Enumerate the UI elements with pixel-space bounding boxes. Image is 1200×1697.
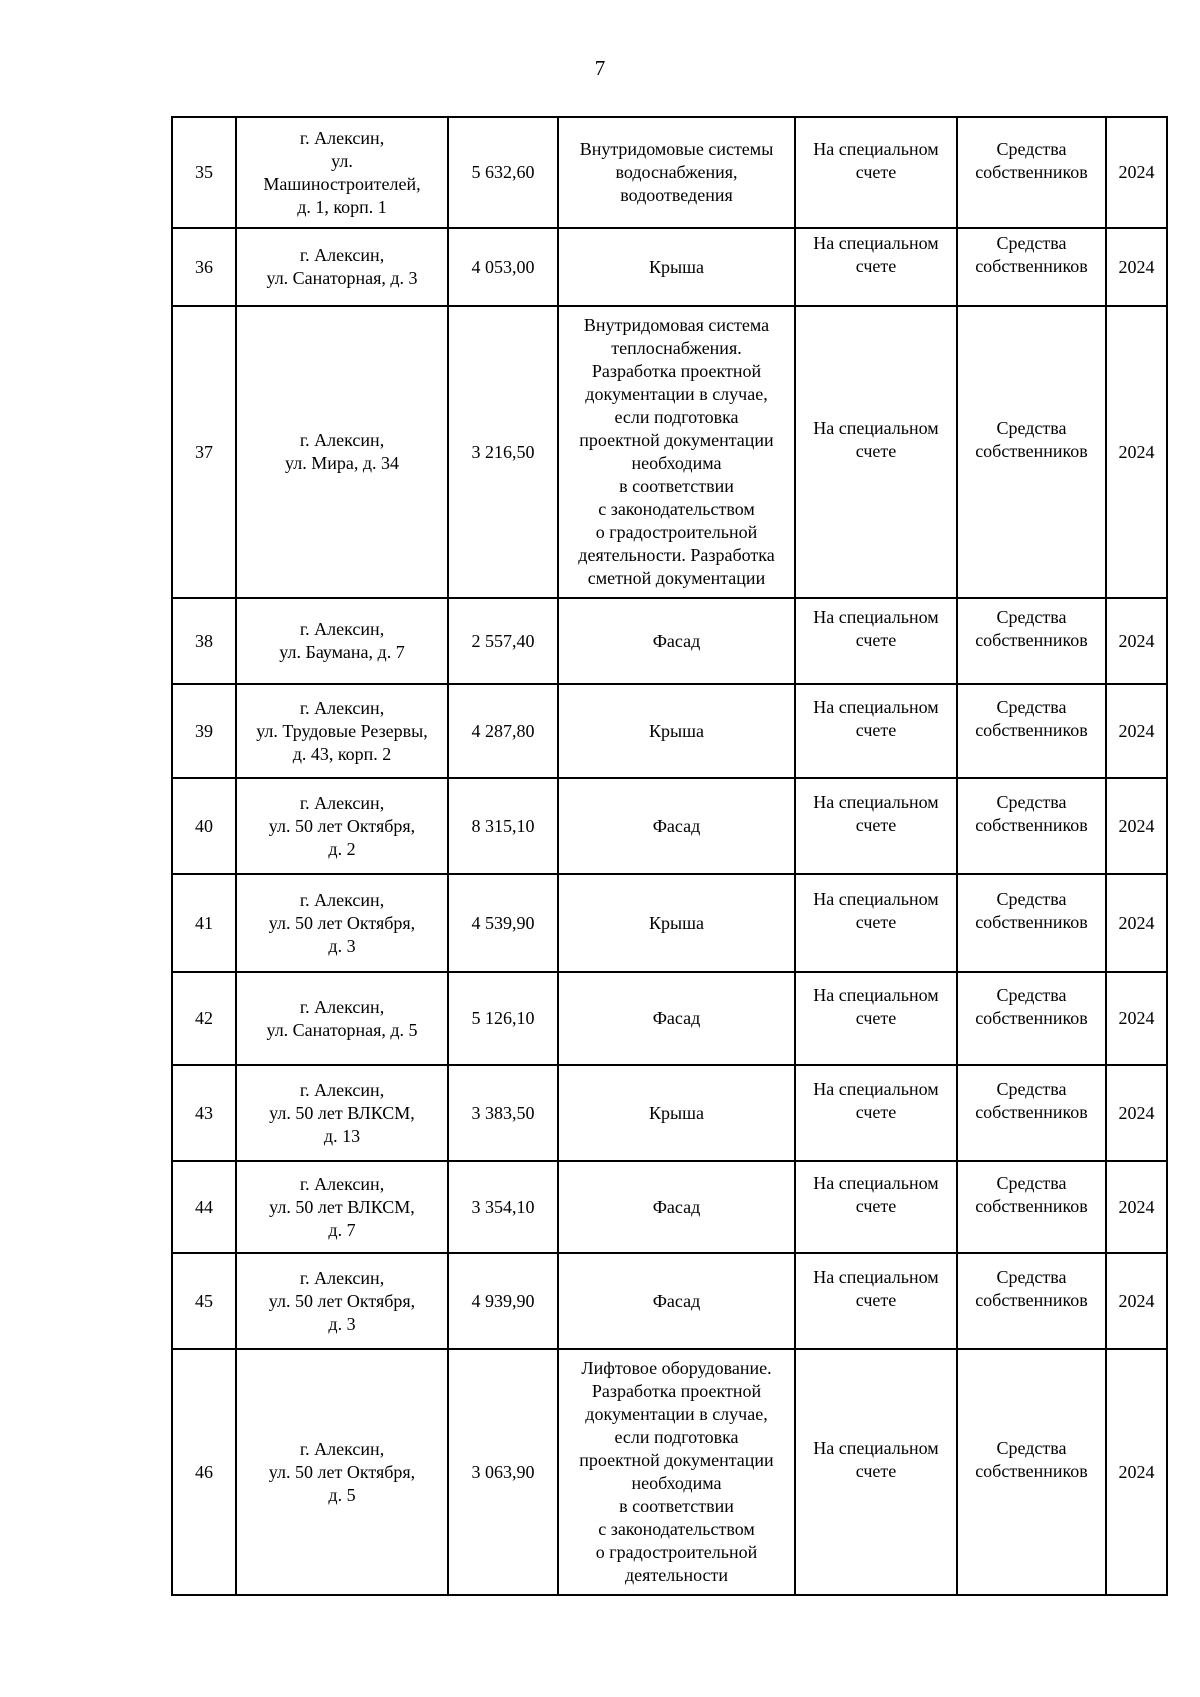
year-cell: 2024	[1106, 874, 1167, 972]
address-cell: г. Алексин, ул. 50 лет ВЛКСМ, д. 13	[236, 1065, 448, 1161]
work-type-cell: Фасад	[558, 1161, 795, 1253]
area-cell: 4 053,00	[448, 228, 558, 306]
area-cell: 8 315,10	[448, 778, 558, 874]
year-cell: 2024	[1106, 1349, 1167, 1595]
work-type-cell: Фасад	[558, 1253, 795, 1349]
address-cell: г. Алексин, ул. Мира, д. 34	[236, 306, 448, 598]
row-number-cell: 45	[172, 1253, 236, 1349]
work-type-cell: Крыша	[558, 684, 795, 778]
account-method-cell	[795, 117, 957, 228]
funding-source-cell	[957, 1161, 1106, 1253]
table-row	[172, 1349, 1167, 1595]
account-method-cell	[795, 598, 957, 684]
row-number-cell: 46	[172, 1349, 236, 1595]
year-cell: 2024	[1106, 228, 1167, 306]
address-cell: г. Алексин, ул. Баумана, д. 7	[236, 598, 448, 684]
funding-source-text: Средства собственников	[975, 1438, 1088, 1481]
funding-source-text: Средства собственников	[975, 1173, 1088, 1216]
area-cell: 4 939,90	[448, 1253, 558, 1349]
page-number: 7	[594, 56, 606, 80]
address-cell: г. Алексин, ул. 50 лет Октября, д. 3	[236, 874, 448, 972]
table-row	[172, 117, 1167, 228]
year-cell: 2024	[1106, 117, 1167, 228]
area-cell: 3 354,10	[448, 1161, 558, 1253]
area-cell: 4 287,80	[448, 684, 558, 778]
area-cell: 2 557,40	[448, 598, 558, 684]
funding-source-cell	[957, 1253, 1106, 1349]
row-number-cell: 39	[172, 684, 236, 778]
row-number-cell: 40	[172, 778, 236, 874]
address-cell: г. Алексин, ул. 50 лет ВЛКСМ, д. 7	[236, 1161, 448, 1253]
table-row	[172, 778, 1167, 874]
year-cell: 2024	[1106, 306, 1167, 598]
funding-source-cell	[957, 778, 1106, 874]
year-cell: 2024	[1106, 1161, 1167, 1253]
table-row	[172, 1253, 1167, 1349]
account-method-cell	[795, 228, 957, 306]
account-method-cell	[795, 306, 957, 598]
address-cell: г. Алексин, ул. 50 лет Октября, д. 2	[236, 778, 448, 874]
work-type-cell: Фасад	[558, 778, 795, 874]
address-cell: г. Алексин, ул. 50 лет Октября, д. 3	[236, 1253, 448, 1349]
funding-source-cell	[957, 598, 1106, 684]
account-method-text: На специальном счете	[813, 607, 939, 650]
year-cell: 2024	[1106, 778, 1167, 874]
account-method-text: На специальном счете	[813, 1267, 939, 1310]
work-type-cell: Лифтовое оборудование. Разработка проектной документации в случае, если подготовка проектной документации необходима в соответствии с законодательством о градостроительной деятельности	[558, 1349, 795, 1595]
account-method-cell	[795, 874, 957, 972]
funding-source-text: Средства собственников	[975, 697, 1088, 740]
account-method-cell	[795, 1349, 957, 1595]
funding-source-cell	[957, 1349, 1106, 1595]
work-type-cell: Крыша	[558, 1065, 795, 1161]
work-type-cell: Фасад	[558, 972, 795, 1065]
year-cell: 2024	[1106, 684, 1167, 778]
account-method-cell	[795, 1161, 957, 1253]
row-number-cell: 35	[172, 117, 236, 228]
address-cell: г. Алексин, ул. 50 лет Октября, д. 5	[236, 1349, 448, 1595]
funding-source-cell	[957, 306, 1106, 598]
area-cell: 3 063,90	[448, 1349, 558, 1595]
table-row	[172, 306, 1167, 598]
account-method-text: На специальном счете	[813, 697, 939, 740]
account-method-cell	[795, 684, 957, 778]
account-method-cell	[795, 778, 957, 874]
work-type-cell: Крыша	[558, 874, 795, 972]
repair-registry-table	[171, 116, 1168, 1596]
year-cell: 2024	[1106, 1065, 1167, 1161]
account-method-text: На специальном счете	[813, 889, 939, 932]
area-cell: 3 216,50	[448, 306, 558, 598]
funding-source-text: Средства собственников	[975, 792, 1088, 835]
area-cell: 5 126,10	[448, 972, 558, 1065]
funding-source-cell	[957, 228, 1106, 306]
funding-source-text: Средства собственников	[975, 138, 1088, 182]
work-type-cell: Внутридомовая система теплоснабжения. Разработка проектной документации в случае, если подготовка проектной документации необходима в соответствии с законодательством о градостроительной деятельности. Разработка сметной документации	[558, 306, 795, 598]
account-method-cell	[795, 972, 957, 1065]
table-row	[172, 598, 1167, 684]
row-number-cell: 37	[172, 306, 236, 598]
row-number-cell: 42	[172, 972, 236, 1065]
work-type-cell: Фасад	[558, 598, 795, 684]
area-cell: 4 539,90	[448, 874, 558, 972]
account-method-text: На специальном счете	[813, 1438, 939, 1481]
year-cell: 2024	[1106, 1253, 1167, 1349]
address-cell: г. Алексин, ул. Машиностроителей, д. 1, корп. 1	[236, 117, 448, 228]
account-method-text: На специальном счете	[813, 1173, 939, 1216]
table-row	[172, 1161, 1167, 1253]
account-method-text: На специальном счете	[813, 984, 939, 1028]
area-cell: 5 632,60	[448, 117, 558, 228]
year-cell: 2024	[1106, 972, 1167, 1065]
funding-source-cell	[957, 684, 1106, 778]
row-number-cell: 44	[172, 1161, 236, 1253]
table-row	[172, 684, 1167, 778]
account-method-text: На специальном счете	[813, 233, 939, 276]
row-number-cell: 38	[172, 598, 236, 684]
account-method-text: На специальном счете	[813, 138, 939, 182]
row-number-cell: 36	[172, 228, 236, 306]
table-row	[172, 228, 1167, 306]
funding-source-text: Средства собственников	[975, 233, 1088, 276]
funding-source-cell	[957, 972, 1106, 1065]
funding-source-cell	[957, 117, 1106, 228]
funding-source-cell	[957, 1065, 1106, 1161]
table-row	[172, 972, 1167, 1065]
funding-source-text: Средства собственников	[975, 607, 1088, 650]
account-method-cell	[795, 1065, 957, 1161]
funding-source-text: Средства собственников	[975, 418, 1088, 461]
funding-source-text: Средства собственников	[975, 889, 1088, 932]
account-method-cell	[795, 1253, 957, 1349]
account-method-text: На специальном счете	[813, 418, 939, 461]
funding-source-text: Средства собственников	[975, 984, 1088, 1028]
work-type-cell: Крыша	[558, 228, 795, 306]
table-row	[172, 1065, 1167, 1161]
work-type-cell: Внутридомовые системы водоснабжения, водоотведения	[558, 117, 795, 228]
account-method-text: На специальном счете	[813, 792, 939, 835]
row-number-cell: 41	[172, 874, 236, 972]
address-cell: г. Алексин, ул. Санаторная, д. 5	[236, 972, 448, 1065]
address-cell: г. Алексин, ул. Трудовые Резервы, д. 43, корп. 2	[236, 684, 448, 778]
funding-source-cell	[957, 874, 1106, 972]
funding-source-text: Средства собственников	[975, 1267, 1088, 1310]
area-cell: 3 383,50	[448, 1065, 558, 1161]
year-cell: 2024	[1106, 598, 1167, 684]
account-method-text: На специальном счете	[813, 1079, 939, 1122]
table-row	[172, 874, 1167, 972]
funding-source-text: Средства собственников	[975, 1079, 1088, 1122]
address-cell: г. Алексин, ул. Санаторная, д. 3	[236, 228, 448, 306]
row-number-cell: 43	[172, 1065, 236, 1161]
